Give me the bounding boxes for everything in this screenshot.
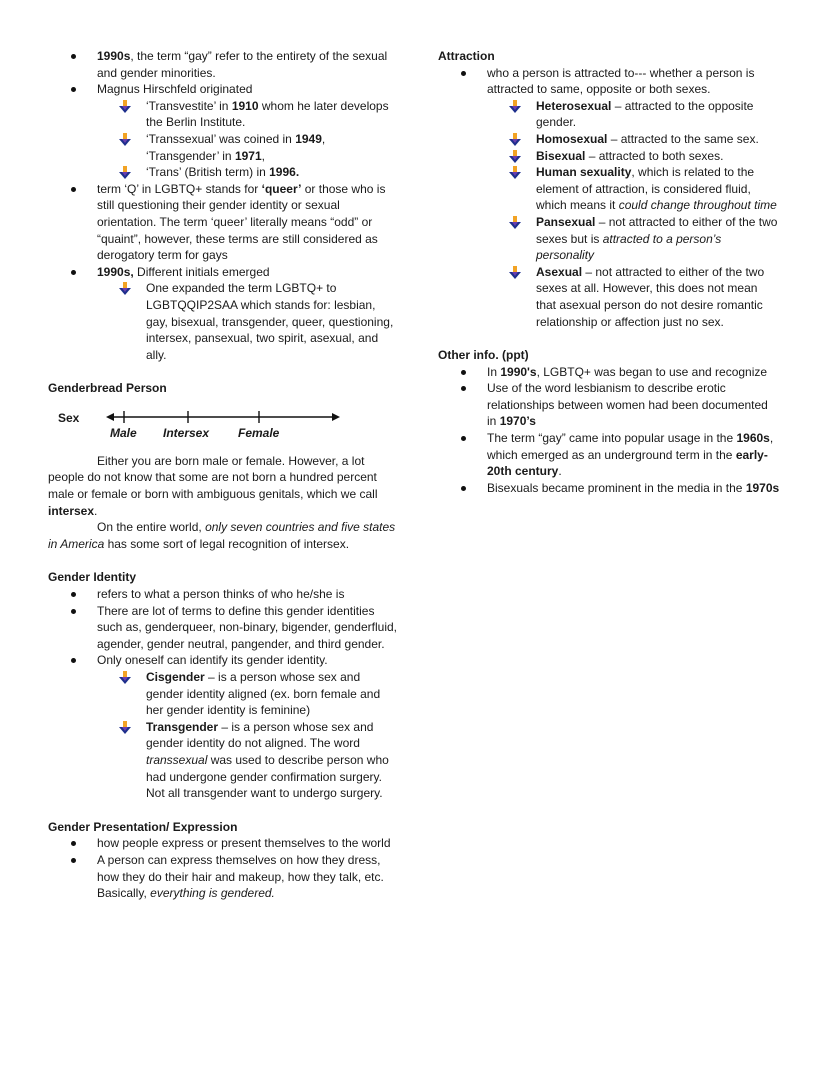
arrow-bullet-icon: [118, 166, 132, 179]
list-item: refers to what a person thinks of who he/she is: [48, 586, 398, 603]
arrow-bullet-icon: [118, 100, 132, 113]
sex-spectrum: [48, 409, 398, 445]
arrow-bullet-icon: [508, 266, 522, 279]
attraction-types-list: [487, 98, 780, 330]
presentation-list: [48, 835, 398, 901]
list-item: There are lot of terms to define this gender identities such as, genderqueer, non-binary, bigender, genderfluid, agender, gender neutral, pangender, and third gender.: [48, 603, 398, 653]
list-item: 1990s, the term “gay” refer to the entirety of the sexual and gender minorities.: [48, 48, 398, 81]
arrow-bullet-icon: [508, 216, 522, 229]
recognition-paragraph: On the entire world, only seven countries and five states in America has some sort of legal recognition of intersex.: [48, 520, 396, 551]
history-list: [48, 48, 398, 98]
sex-label: Sex: [58, 410, 80, 425]
list-item: who a person is attracted to--- whether a person is attracted to same, opposite or both sexes.: [438, 65, 780, 98]
tick-label-male: Male: [110, 425, 137, 440]
identity-list: [48, 586, 398, 669]
list-item: ‘Transsexual’ was coined in 1949, ‘Transgender’ in 1971,: [97, 131, 398, 164]
genderbread-heading: Genderbread Person: [48, 381, 167, 396]
other-info-heading: Other info. (ppt): [438, 348, 529, 363]
attraction-heading: Attraction: [438, 49, 495, 63]
tick-label-female: Female: [238, 425, 280, 440]
identity-types-list: [97, 669, 398, 802]
initials-list: [97, 280, 398, 363]
list-item: One expanded the term LGBTQ+ to LGBTQQIP2SAA which stands for: lesbian, gay, bisexual, transgender, queer, questioning, intersex, pansexual, two spirit, asexual, and ally.: [97, 280, 398, 363]
arrow-bullet-icon: [508, 100, 522, 113]
arrow-bullet-icon: [118, 133, 132, 146]
arrow-bullet-icon: [508, 150, 522, 163]
gender-presentation-heading: Gender Presentation/ Expression: [48, 819, 238, 834]
list-item: Cisgender – is a person whose sex and gender identity aligned (ex. born female and her gender identity is feminine): [97, 669, 398, 719]
list-item: Human sexuality, which is related to the element of attraction, is considered fluid, which means it could change throughout time: [487, 164, 780, 214]
list-item: The term “gay” came into popular usage in the 1960s, which emerged as an underground term in the early-20th century.: [438, 430, 780, 480]
list-item: Asexual – not attracted to either of the two sexes at all. However, this does not mean that asexual person do not desire romantic relationship or affection just no sex.: [487, 264, 780, 330]
list-item: Transgender – is a person whose sex and gender identity do not aligned. The word transsexual was used to describe person who had undergone gender confirmation surgery. Not all transgender want to undergo surgery.: [97, 719, 398, 802]
arrow-bullet-icon: [118, 721, 132, 734]
attraction-list: [438, 65, 780, 98]
arrow-bullet-icon: [508, 166, 522, 179]
left-column: [48, 48, 398, 902]
list-item: ‘Transvestite’ in 1910 whom he later develops the Berlin Institute.: [97, 98, 398, 131]
list-item: Pansexual – not attracted to either of the two sexes but is attracted to a person’s personality: [487, 214, 780, 264]
intersex-paragraph: Either you are born male or female. However, a lot people do not know that some are not born a hundred percent male or female or born with ambiguous genitals, which we call intersex.: [48, 453, 378, 518]
spectrum-line: [106, 411, 340, 427]
list-item: Heterosexual – attracted to the opposite gender.: [487, 98, 780, 131]
list-item: In 1990's, LGBTQ+ was began to use and recognize: [438, 364, 780, 381]
list-item: Only oneself can identify its gender identity.: [48, 652, 398, 669]
arrow-bullet-icon: [118, 282, 132, 295]
list-item: A person can express themselves on how they dress, how they do their hair and makeup, how they talk, etc. Basically, everything is gendered.: [48, 852, 398, 902]
list-item: Bisexual – attracted to both sexes.: [487, 148, 780, 165]
list-item: how people express or present themselves to the world: [48, 835, 398, 852]
other-info-list: [438, 364, 780, 497]
queer-list: [48, 181, 398, 281]
list-item: Homosexual – attracted to the same sex.: [487, 131, 780, 148]
tick-label-intersex: Intersex: [163, 425, 210, 440]
hirschfeld-list: [97, 98, 398, 181]
list-item: Magnus Hirschfeld originated: [48, 81, 398, 98]
list-item: ‘Trans’ (British term) in 1996.: [97, 164, 398, 181]
gender-identity-heading: Gender Identity: [48, 570, 137, 585]
arrow-bullet-icon: [118, 671, 132, 684]
list-item: 1990s, Different initials emerged: [48, 264, 398, 281]
list-item: Bisexuals became prominent in the media in the 1970s: [438, 480, 780, 497]
list-item: term ‘Q’ in LGBTQ+ stands for ‘queer’ or those who is still questioning their gender identity or sexual orientation. The term ‘queer’ literally means “odd” or “quaint”, however, these terms are still considered as derogatory term for gays: [48, 181, 398, 264]
arrow-bullet-icon: [508, 133, 522, 146]
list-item: Use of the word lesbianism to describe erotic relationships between women had been documented in 1970’s: [438, 380, 780, 430]
right-column: [438, 48, 780, 496]
